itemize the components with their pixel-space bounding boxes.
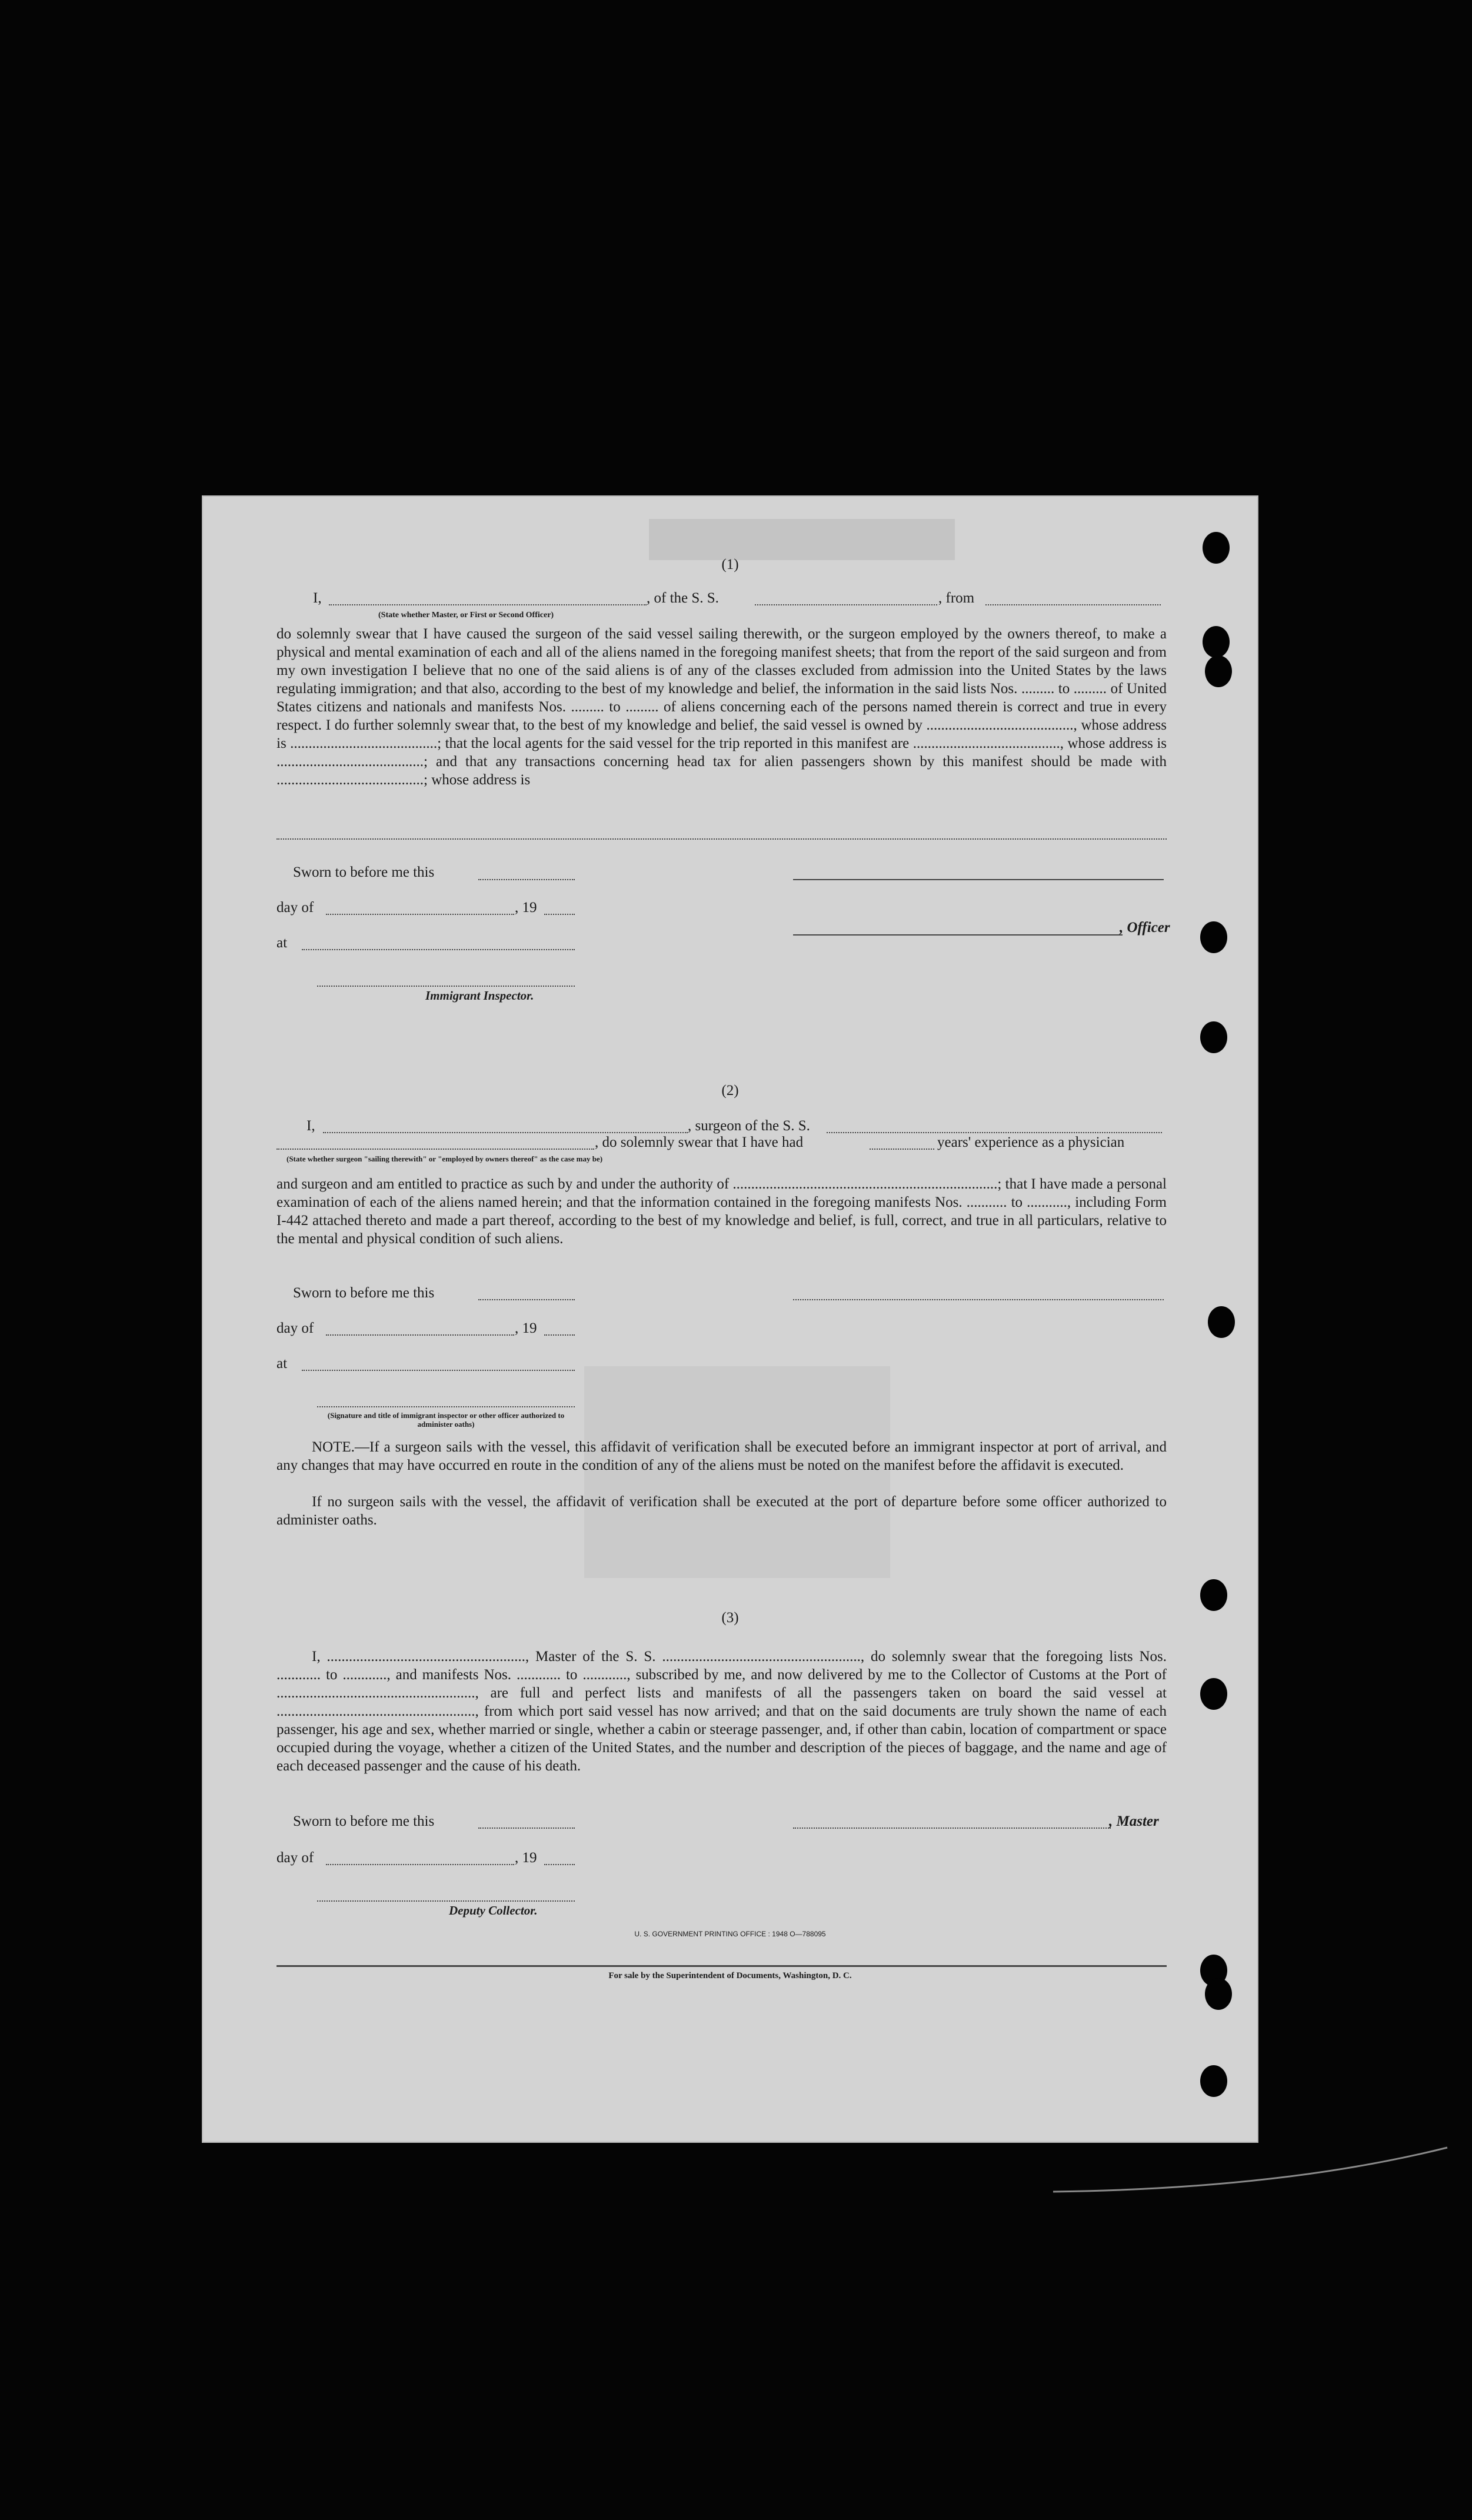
section-2-sworn-label: Sworn to before me this	[293, 1285, 435, 1301]
section-1-day-of-label: day of	[277, 900, 314, 916]
surgeon-signature-line[interactable]	[793, 1299, 1164, 1300]
section-1-number: (1)	[721, 557, 739, 572]
section-2-surgeon-of: , surgeon of the S. S.	[688, 1118, 810, 1134]
immigrant-inspector-signature-line[interactable]	[317, 986, 575, 987]
section-1-year-field[interactable]	[544, 914, 575, 915]
section-2-officer-signature-line[interactable]	[317, 1406, 575, 1407]
section-1-sworn-date-field[interactable]	[478, 879, 575, 880]
years-experience-field[interactable]	[870, 1149, 934, 1150]
punch-hole	[1200, 2065, 1227, 2097]
section-1-from: , from	[938, 590, 975, 606]
bleed-through-smudge	[649, 519, 955, 560]
section-2-sworn-date-field[interactable]	[478, 1299, 575, 1300]
scan-edge-mark	[1047, 2136, 1459, 2201]
section-3-number: (3)	[721, 1610, 739, 1626]
section-3-day-field[interactable]	[326, 1864, 514, 1865]
from-port-field[interactable]	[985, 604, 1161, 605]
vessel-name-field[interactable]	[755, 604, 937, 605]
section-2-day-field[interactable]	[326, 1334, 514, 1336]
surgeon-name-field[interactable]	[323, 1132, 688, 1133]
section-2-at-label: at	[277, 1356, 288, 1371]
form-sheet	[202, 495, 1258, 2143]
section-2-year-field[interactable]	[544, 1334, 575, 1336]
section-2-note: NOTE.—If a surgeon sails with the vessel, this affidavit of verification shall be executed before an immigrant inspector at port of arrival, and any changes that may have occurred en route in the condition of any of the aliens must be noted on the manifest before the affidavit is executed.	[277, 1439, 1167, 1473]
section-3-sworn-label: Sworn to before me this	[293, 1813, 435, 1829]
section-1-year-label: , 19	[515, 900, 537, 916]
officer-signature-line[interactable]	[793, 879, 1164, 880]
officer-title-line[interactable]	[793, 934, 1123, 936]
section-2-year-label: , 19	[515, 1320, 537, 1336]
section-1-at-label: at	[277, 935, 288, 951]
master-label: , Master	[1109, 1813, 1159, 1829]
deputy-collector-label: Deputy Collector.	[449, 1903, 538, 1918]
section-1-caption: (State whether Master, or First or Second Officer)	[378, 611, 554, 620]
for-sale-line: For sale by the Superintendent of Documents, Washington, D. C.	[608, 1971, 852, 1980]
master-name-field[interactable]	[329, 604, 647, 605]
section-3-sworn-date-field[interactable]	[478, 1827, 575, 1829]
section-2-caption: (State whether surgeon "sailing therewith" or "employed by owners thereof" as the case may be)	[287, 1154, 603, 1163]
section-1-sworn-label: Sworn to before me this	[293, 864, 435, 880]
section-2-oath-text: and surgeon and am entitled to practice as such by and under the authority of ........................................................................; that I have made a personal examination of each of the aliens named herein; and that the information contained in the foregoing manifests Nos. ........... to ..........., including Form I-442 attached thereto and made a part thereof, according to the best of my knowledge and belief, is full, correct, and true in all particulars, relative to the mental and physical condition of such aliens.	[277, 1176, 1167, 1247]
section-2-at-field[interactable]	[302, 1370, 575, 1371]
section-1-of-ss: , of the S. S.	[647, 590, 719, 606]
section-2-officer-caption: (Signature and title of immigrant inspector or other officer authorized to administer oaths)	[327, 1411, 565, 1429]
surgeon-status-field[interactable]	[277, 1149, 594, 1150]
punch-hole	[1200, 1678, 1227, 1710]
section-1-day-field[interactable]	[326, 914, 514, 915]
section-2-number: (2)	[721, 1083, 739, 1098]
section-3-oath-text: I, ......................................................, Master of the S. S. ......................................................, do solemnly swear that the foregoing lists Nos. ............ to ............, and manifests Nos. ............ to ............, subscribed by me, and now delivered by me to the Collector of Customs at the Port of ......................................................, are full and perfect lists and manifests of all the passengers taken on board the said vessel at ......................................................, from which port said vessel has now arrived; and that on the said documents are truly shown the name of each passenger, his age and sex, whether married or single, whether a cabin or steerage passenger, and, if other than cabin, location of compartment or space occupied during the voyage, whether a citizen of the United States, and the number and description of the pieces of baggage, and the name and age of each deceased passenger and the cause of his death.	[277, 1649, 1167, 1774]
section-2-note-2: If no surgeon sails with the vessel, the affidavit of verification shall be executed at the port of departure before some officer authorized to administer oaths.	[277, 1494, 1167, 1528]
deputy-collector-signature-line[interactable]	[317, 1900, 575, 1902]
punch-hole	[1200, 921, 1227, 953]
printing-office-line: U. S. GOVERNMENT PRINTING OFFICE : 1948 O—788095	[634, 1930, 826, 1938]
section-2-swear-text: , do solemnly swear that I have had	[595, 1134, 804, 1150]
section-2-physician-text: years' experience as a physician	[937, 1134, 1125, 1150]
section-3-day-of-label: day of	[277, 1850, 314, 1866]
agent-address-field[interactable]	[277, 838, 1167, 840]
section-3-year-field[interactable]	[544, 1864, 575, 1865]
section-3-year-label: , 19	[515, 1850, 537, 1866]
section-1-i: I,	[313, 590, 322, 606]
section-2-day-of-label: day of	[277, 1320, 314, 1336]
section-1-oath-text: do solemnly swear that I have caused the surgeon of the said vessel sailing therewith, or the surgeon employed by the owners thereof, to make a physical and mental examination of each and all of the aliens named in the foregoing manifest sheets; that from the report of the said surgeon and from my own investigation I believe that no one of the said aliens is of any of the classes excluded from admission into the United States by the laws regulating immigration; and that also, according to the best of my knowledge and belief, the information in the said lists Nos. ......... to ......... of United States citizens and nationals and manifests Nos. ......... to ......... of aliens concerning each of the persons named therein is correct and true in every respect. I do further solemnly swear that, to the best of my knowledge and belief, the said vessel is owned by ........................................, whose address is ........................................; that the local agents for the said vessel for the trip reported in this manifest are ........................................, whose address is ........................................; and that any transactions concerning head tax for alien passengers shown by this manifest should be made with ........................................; whose address is	[277, 626, 1167, 788]
immigrant-inspector-label: Immigrant Inspector.	[425, 988, 534, 1003]
section-1-at-field[interactable]	[302, 949, 575, 950]
section-2-vessel-field[interactable]	[827, 1132, 1162, 1133]
punch-hole	[1208, 1306, 1235, 1338]
section-2-i: I,	[307, 1118, 315, 1134]
master-signature-line[interactable]	[793, 1827, 1111, 1829]
punch-hole	[1203, 626, 1230, 658]
punch-hole	[1205, 655, 1232, 687]
footer-rule	[277, 1965, 1167, 1967]
punch-hole	[1205, 1978, 1232, 2010]
punch-hole	[1200, 1579, 1227, 1611]
punch-hole	[1200, 1021, 1227, 1053]
officer-label: , Officer	[1120, 920, 1170, 936]
